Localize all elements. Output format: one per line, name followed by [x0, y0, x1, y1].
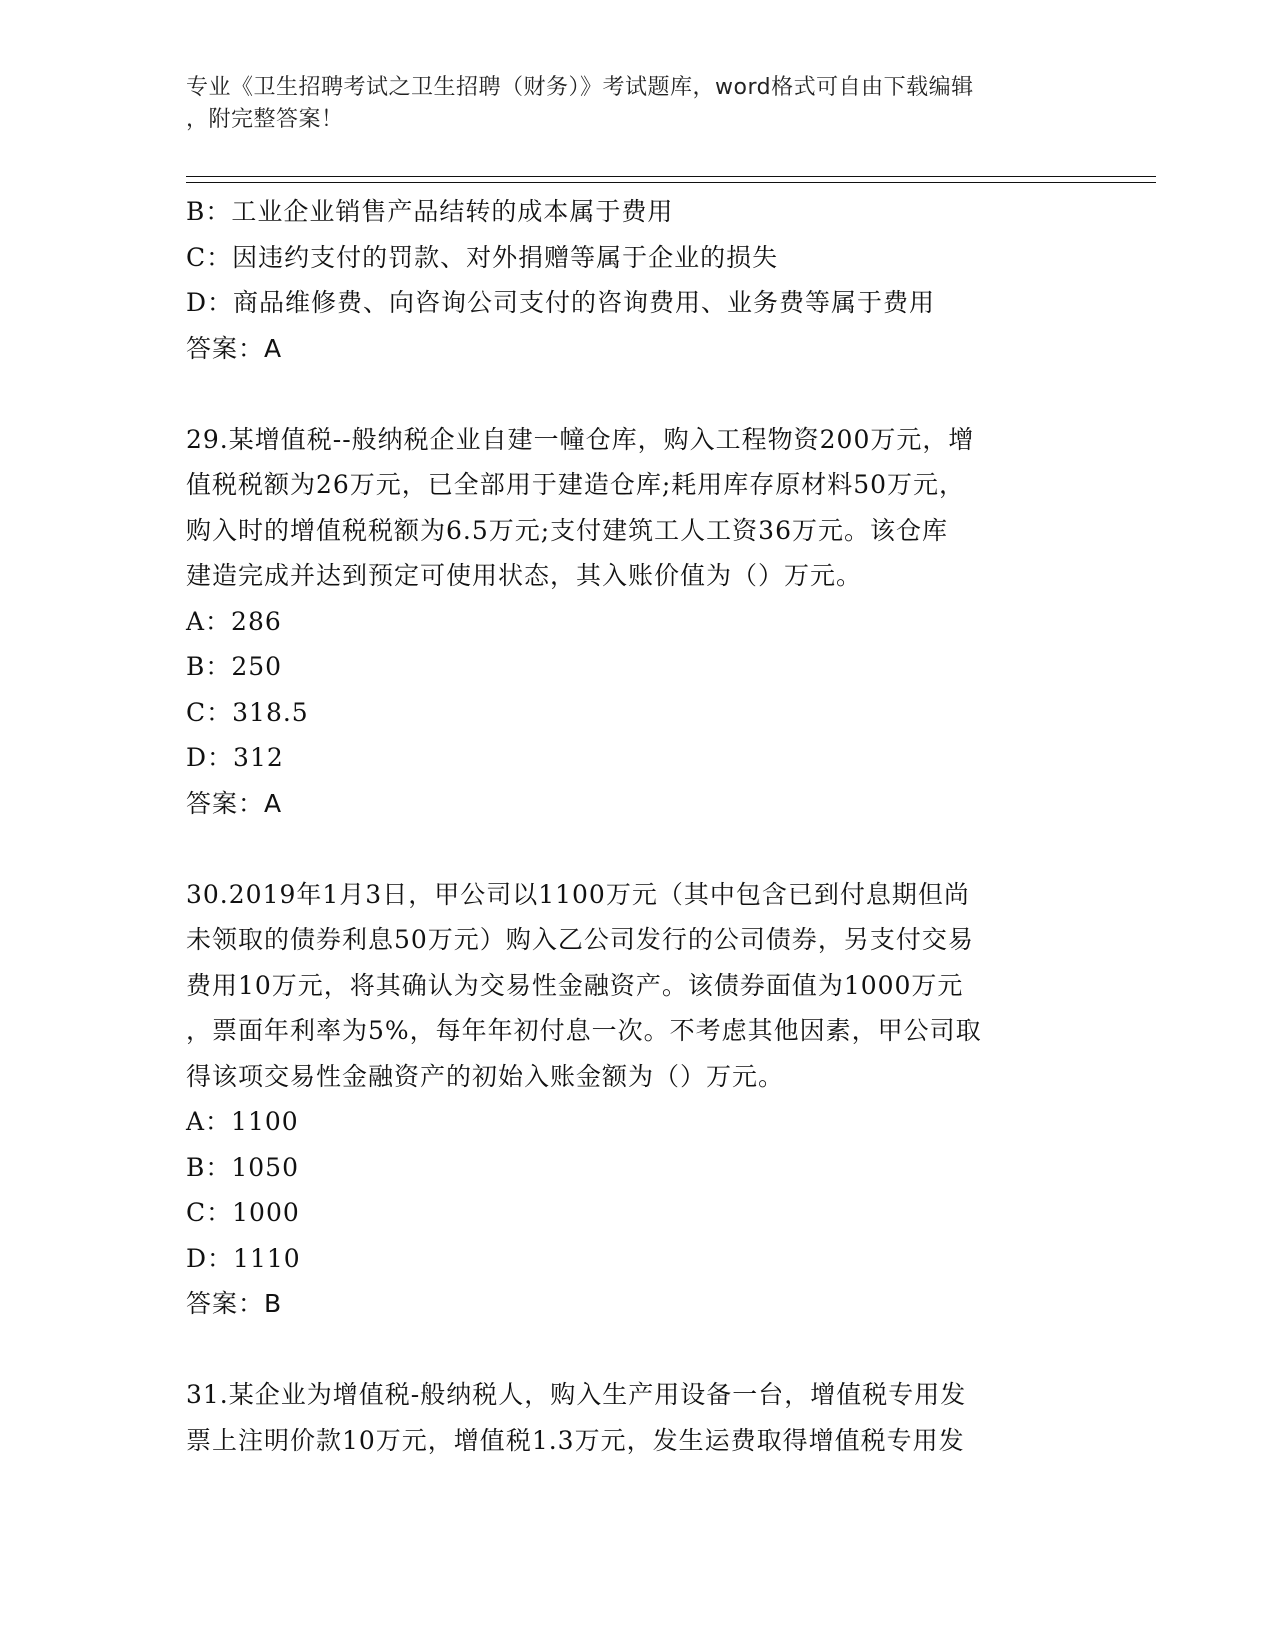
answer: 答案：A: [186, 788, 283, 818]
question-29: [186, 417, 1086, 827]
spacer: [186, 826, 1086, 872]
question-text: [186, 872, 1086, 1100]
question-line: 购入时的增值税税额为6.5万元;支付建筑工人工资36万元。该仓库: [186, 515, 948, 545]
question-line: 31.某企业为增值税-般纳税人，购入生产用设备一台，增值税专用发: [186, 1380, 967, 1409]
header-divider-bottom: [186, 182, 1156, 183]
answer: 答案：B: [186, 1289, 283, 1318]
header-divider-top: [186, 176, 1156, 177]
option-c: C：318.5: [186, 697, 309, 727]
option-c: C：1000: [186, 1198, 300, 1227]
option-d: D：312: [186, 743, 284, 772]
spacer: [186, 1327, 1086, 1373]
question-line: 值税税额为26万元，已全部用于建造仓库;耗用库存原材料50万元，: [186, 470, 966, 499]
question-line: 29.某增值税--般纳税企业自建一幢仓库，购入工程物资200万元，增: [186, 424, 975, 454]
question-line: 建造完成并达到预定可使用状态，其入账价值为（）万元。: [186, 561, 863, 590]
document-body: [186, 189, 1086, 1463]
option-a: A：1100: [186, 1107, 299, 1136]
question-line: 未领取的债券利息50万元）购入乙公司发行的公司债券，另支付交易: [186, 925, 974, 954]
option-d: D：商品维修费、向咨询公司支付的咨询费用、业务费等属于费用: [186, 288, 936, 317]
answer: 答案：A: [186, 333, 283, 363]
question-text: [186, 1372, 1086, 1463]
option-d: D：1110: [186, 1243, 301, 1273]
question-line: 30.2019年1月3日，甲公司以1100万元（其中包含已到付息期但尚: [186, 879, 970, 909]
document-header: [186, 72, 1066, 136]
question-line: 费用10万元，将其确认为交易性金融资产。该债券面值为1000万元: [186, 970, 964, 1000]
spacer: [186, 371, 1086, 417]
question-31: [186, 1372, 1086, 1463]
option-c: C：因违约支付的罚款、对外捐赠等属于企业的损失: [186, 242, 779, 272]
question-line: 票上注明价款10万元，增值税1.3万元，发生运费取得增值税专用发: [186, 1425, 965, 1455]
question-28-continued: [186, 189, 1086, 371]
option-a: A：286: [186, 606, 282, 636]
option-b: B：250: [186, 652, 283, 681]
header-line-2: ，附完整答案！: [186, 107, 344, 132]
header-line-1: 专业《卫生招聘考试之卫生招聘（财务）》考试题库，word格式可自由下载编辑: [186, 75, 974, 100]
question-line: 得该项交易性金融资产的初始入账金额为（）万元。: [186, 1061, 785, 1091]
option-b: B：工业企业销售产品结转的成本属于费用: [186, 197, 674, 226]
question-line: ，票面年利率为5%，每年年初付息一次。不考虑其他因素，甲公司取: [186, 1016, 982, 1045]
question-30: [186, 872, 1086, 1327]
question-text: [186, 417, 1086, 599]
option-b: B：1050: [186, 1152, 299, 1182]
